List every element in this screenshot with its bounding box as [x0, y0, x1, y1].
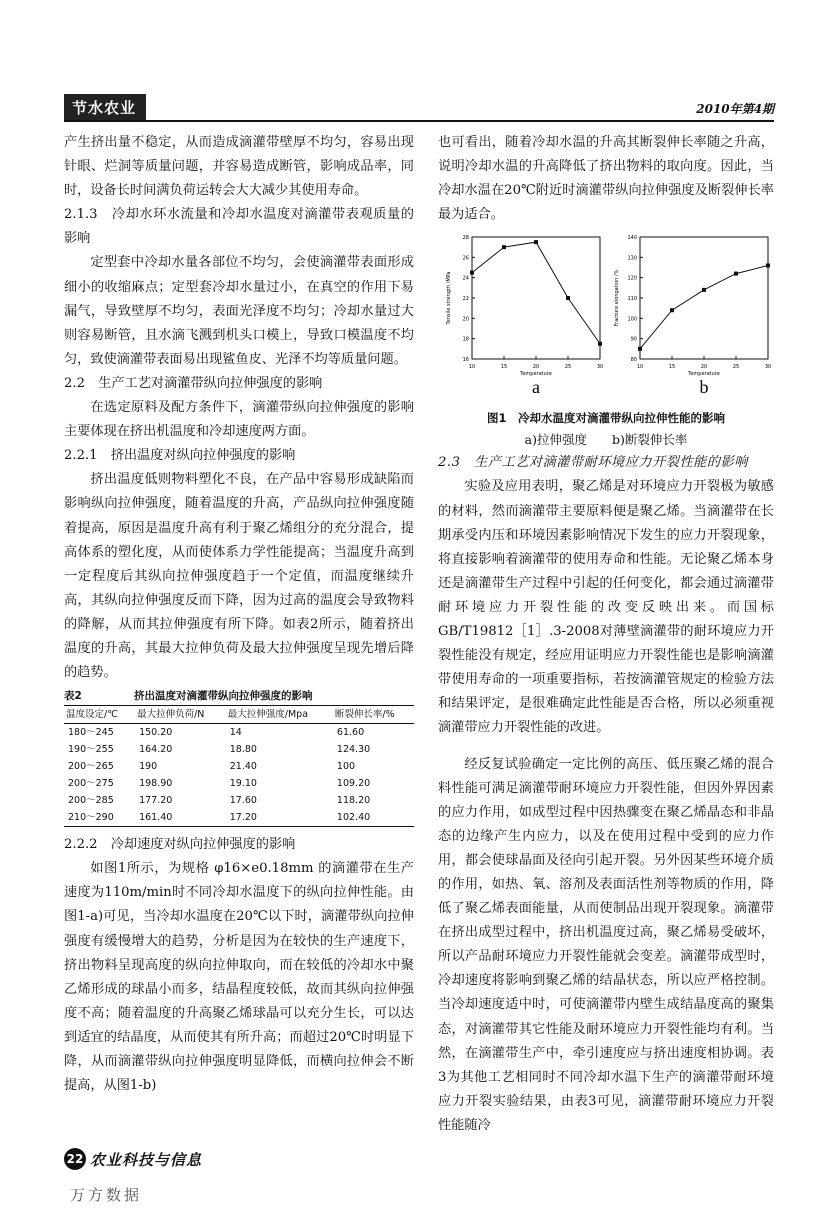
- table-title: 挤出温度对滴灌带纵向拉伸强度的影响: [134, 690, 313, 703]
- y-tick-label: 130: [627, 255, 637, 262]
- table-cell: 19.10: [229, 778, 257, 790]
- y-axis-label: Fracture elongation /%: [614, 270, 620, 327]
- table-cell: 109.20: [336, 778, 371, 790]
- paragraph: 也可看出，随着冷却水温的升高其断裂伸长率随之升高，说明冷却水温的升高降低了挤出物料的取向度。因此，当冷却水温在20℃附近时滴灌带纵向拉伸强度及断裂伸长率最为适合。: [438, 135, 774, 223]
- series-line: [640, 266, 768, 349]
- table-cell: 17.60: [229, 795, 257, 807]
- section-heading: 2.3 生产工艺对滴灌带耐环境应力开裂性能的影响: [438, 455, 748, 471]
- table-cell: 177.20: [139, 795, 173, 807]
- data-table: [64, 705, 414, 827]
- x-tick-label: 10: [636, 364, 644, 371]
- section-heading: 2.2.2 冷却速度对纵向拉伸强度的影响: [64, 837, 296, 853]
- x-tick-label: 15: [668, 364, 676, 371]
- table-cell: 198.90: [139, 778, 173, 790]
- table-cell: 210～290: [64, 809, 135, 827]
- y-tick-label: 22: [462, 296, 469, 303]
- panel-label: a: [532, 377, 540, 398]
- table-header-cell: 温度设定/℃: [64, 706, 135, 724]
- data-point: [638, 347, 642, 351]
- table-cell: 61.60: [336, 727, 365, 739]
- table-header-cell: 断裂伸长率/%: [333, 706, 414, 724]
- y-tick-label: 100: [627, 316, 637, 323]
- x-tick-label: 25: [564, 364, 572, 371]
- paragraph: 产生挤出量不稳定，从而造成滴灌带壁厚不均匀，容易出现针眼、烂洞等质量问题，并容易造成断管，影响成品率，同时，设备长时间满负荷运转会大大减少其使用寿命。: [64, 135, 414, 199]
- data-point: [502, 246, 506, 250]
- table-row: [64, 809, 414, 827]
- table-cell: 161.40: [135, 809, 226, 827]
- paragraph: 如图1所示，为规格 φ16×e0.18mm 的滴灌带在生产速度为110m/min时不同冷却水温度下的纵向拉伸性能。由图1-a)可见，当冷却水温度在20℃以下时，滴灌带纵向拉伸强度有缓慢增大的趋势，分析是因为在较快的生产速度下，挤出物料呈现高度的纵向拉伸取向，而在较低的冷却水中聚乙烯形成的球晶小而多，结晶程度较低，故而其纵向拉伸强度不高；随着温度的升高聚乙烯球晶可以充分生长，可以达到适宜的结晶度，从而使其有所升高；而超过20℃时明显下降，从而滴灌带纵向拉伸强度明显降低，而横向拉伸会不断提高，从图1-b): [64, 861, 414, 1094]
- page-footer: [64, 1148, 202, 1170]
- data-point: [566, 296, 570, 300]
- section-heading: 2.1.3 冷却水环水流量和冷却水温度对滴灌带表观质量的影响: [64, 207, 414, 247]
- table-cell: 200～285: [68, 795, 114, 807]
- panel-label: b: [699, 377, 709, 398]
- x-tick-label: 20: [532, 364, 540, 371]
- paragraph: 经反复试验确定一定比例的高压、低压聚乙烯的混合料性能可满足滴灌带耐环境应力开裂性能，但因外界因素的应力作用，如成型过程中因热骤变在聚乙烯晶态和非晶态的边缘产生内应力，以及在使用过程中受到的应力作用，都会使球晶面及径向引起开裂。另外因某些环境介质的作用，如热、氧、溶剂及表面活性剂等物质的作用，降低了聚乙烯表面能量，从而使制品出现开裂现象。滴灌带在挤出成型过程中，挤出机温度过高，聚乙烯易受破坏，所以产品耐环境应力开裂性能就会变差。滴灌带成型时，冷却速度将影响到聚乙烯的结晶状态，所以应严格控制。当冷却速度适中时，可使滴灌带内壁生成结晶度高的聚集态，对滴灌带其它性能及耐环境应力开裂性能均有利。当然，在滴灌带生产中，牵引速度应与挤出速度相协调。表3为其他工艺相同时不同冷却水温下生产的滴灌带耐环境应力开裂实验结果，由表3可见，滴灌带耐环境应力开裂性能随冷: [438, 756, 774, 1133]
- table-cell: 100: [336, 761, 356, 773]
- y-tick-label: 110: [627, 296, 637, 303]
- data-point: [598, 342, 602, 346]
- table-row: [64, 741, 414, 758]
- y-tick-label: 90: [630, 337, 637, 344]
- table-cell: 190～255: [68, 744, 114, 756]
- y-tick-label: 16: [462, 357, 469, 364]
- table-cell: 102.40: [333, 809, 414, 827]
- table-row: [64, 792, 414, 809]
- plot-frame: [640, 237, 768, 359]
- table-number: 表2: [64, 690, 82, 703]
- table-cell: 200～275: [68, 778, 114, 790]
- paragraph: 实验及应用表明，聚乙烯是对环境应力开裂极为敏感的材料，然而滴灌带主要原料便是聚乙烯。当滴灌带在长期承受内压和环境因素影响情况下发生的应力开裂现象，将直接影响着滴灌带的使用寿命和性能。无论聚乙烯本身还是滴灌带生产过程中引起的任何变化，都会通过滴灌带耐环境应力开裂性能的改变反映出来。而国标GB/T19812［1］.3-2008对薄壁滴灌带的耐环境应力开裂性能没有规定，经应用证明应力开裂性能也是影响滴灌带使用寿命的一项重要指标，若按滴灌管规定的检验方法和结果评定，是很难确定此性能是否合格，所以必须重视滴灌带应力开裂性能的改进。: [438, 479, 774, 736]
- table-row: [64, 775, 414, 792]
- watermark: 万方数据: [70, 1186, 143, 1204]
- chart-b: [610, 231, 778, 401]
- chart-a: [442, 231, 610, 401]
- data-point: [670, 309, 674, 313]
- data-point: [734, 272, 738, 276]
- table-cell: 180～245: [68, 727, 114, 739]
- paragraph: 定型套中冷却水量各部位不均匀，会使滴灌带表面形成细小的收缩麻点；定型套冷却水量过小，在真空的作用下易漏气，导致壁厚不均匀，表面光泽度不均匀；冷却水量过大则容易断管，且水滴飞溅到机头口模上，导致口模温度不均匀，致使滴灌带表面易出现鲨鱼皮、光泽不均等质量问题。: [64, 255, 414, 367]
- table-cell: 18.80: [229, 744, 257, 756]
- data-point: [766, 264, 770, 268]
- table-cell: 150.20: [139, 727, 173, 739]
- x-tick-label: 20: [700, 364, 708, 371]
- y-tick-label: 24: [462, 276, 469, 283]
- y-tick-label: 26: [462, 255, 469, 262]
- y-tick-label: 140: [627, 235, 637, 242]
- y-axis-label: Tensile strength /MPa: [446, 271, 452, 325]
- table-cell: 21.40: [229, 761, 257, 773]
- page-number: 22: [64, 1148, 86, 1170]
- journal-name: 农业科技与信息: [90, 1150, 203, 1169]
- y-tick-label: 20: [462, 316, 469, 323]
- x-axis-label: Temperature: [688, 371, 720, 378]
- table-cell: 200～265: [68, 761, 114, 773]
- y-tick-label: 80: [630, 357, 637, 364]
- right-column: [438, 131, 774, 1138]
- x-tick-label: 15: [500, 364, 508, 371]
- section-tag: 节水农业: [64, 94, 146, 121]
- table-row: [64, 758, 414, 775]
- data-point: [702, 288, 706, 292]
- table-caption: [64, 687, 414, 705]
- table-header-cell: 最大拉伸强度/Mpa: [226, 706, 333, 724]
- series-line: [472, 242, 600, 344]
- section-heading: 2.2.1 挤出温度对纵向拉伸强度的影响: [64, 448, 296, 464]
- x-tick-label: 30: [764, 364, 772, 371]
- table-cell: 118.20: [336, 795, 371, 807]
- data-point: [534, 240, 538, 244]
- figure-caption: 图1 冷却水温度对滴灌带纵向拉伸性能的影响: [487, 411, 725, 426]
- y-tick-label: 18: [462, 337, 469, 344]
- table-header-cell: 最大拉伸负荷/N: [135, 706, 226, 724]
- y-tick-label: 28: [462, 235, 469, 242]
- table-row: [64, 724, 414, 742]
- table-cell: 17.20: [226, 809, 333, 827]
- data-point: [470, 271, 474, 275]
- table-cell: 124.30: [336, 744, 371, 756]
- paragraph: 在选定原料及配方条件下，滴灌带纵向拉伸强度的影响主要体现在挤出机温度和冷却速度两方面。: [64, 400, 414, 440]
- paragraph: 挤出温度低则物料塑化不良，在产品中容易形成缺陷而影响纵向拉伸强度，随着温度的升高，产品纵向拉伸强度随着提高，原因是温度升高有利于聚乙烯组分的充分混合，提高体系的塑化度，从而使体系力学性能提高；当温度升高到一定程度后其纵向拉伸强度趋于一个定值，而温度继续升高，其纵向拉伸强度反而下降，因为过高的温度会导致物料的降解，从而其拉伸强度有所下降。如表2所示，随着挤出温度的升高，其最大拉伸负荷及最大拉伸强度呈现先增后降的趋势。: [64, 472, 414, 681]
- left-column: [64, 131, 414, 1098]
- plot-frame: [472, 237, 600, 359]
- table-cell: 14: [229, 727, 242, 739]
- issue-label: 2010年第4期: [696, 102, 774, 116]
- figure-subcaption: a)拉伸强度 b)断裂伸长率: [524, 432, 688, 448]
- x-tick-label: 30: [596, 364, 604, 371]
- header-rule: [64, 120, 774, 122]
- table-cell: 190: [139, 761, 158, 773]
- x-tick-label: 10: [468, 364, 476, 371]
- figure-1: [438, 231, 774, 401]
- section-heading: 2.2 生产工艺对滴灌带纵向拉伸强度的影响: [64, 375, 323, 391]
- y-tick-label: 120: [627, 276, 637, 283]
- table-cell: 164.20: [139, 744, 173, 756]
- x-tick-label: 25: [732, 364, 740, 371]
- x-axis-label: Temperature: [520, 371, 552, 378]
